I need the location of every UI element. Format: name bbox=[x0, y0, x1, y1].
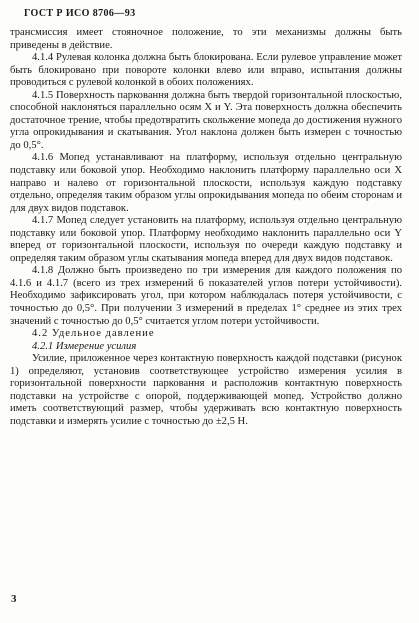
paragraph-4-1-6: 4.1.6 Мопед устанавливают на платформу, используя отдельно центральную подставку или боковой упор. Необходимо наклонить платформу параллельно оси X направо и налево от горизонтальной плоскости, используя каждую подставку отдельно, определяя таким образом углы опрокидывания мопеда по обеим сторонам и для двух видов подставок. bbox=[10, 152, 402, 214]
paragraph-4-1-4: 4.1.4 Рулевая колонка должна быть блокирована. Если рулевое управление может быть блокировано при повороте колонки влево или вправо, испытания должны проводиться с рулевой колонкой в обоих положениях. bbox=[10, 52, 402, 89]
document-body bbox=[10, 27, 402, 429]
paragraph-force-measurement: Усилие, приложенное через контактную поверхность каждой подставки (рисунок 1) определяют, установив соответствующее устройство измерения усилия в горизонтальной поверхности парковання и расположив контактную поверхность подставки на устройстве с опорой, поддерживающей мопед. Устройство должно иметь соответствующий размер, чтобы удерживать всю контактную поверхность подставки и измерять усилие с точностью до ±2,5 Н. bbox=[10, 353, 402, 427]
paragraph-4-1-7: 4.1.7 Мопед следует установить на платформу, используя отдельно центральную подставку или боковой упор. Платформу необходимо наклонить параллельно оси Y вперед от горизонтальной плоскости, используя по очереди каждую подставку и определяя таким образом углы скатывания мопеда вперед для двух видов подставок. bbox=[10, 215, 402, 264]
paragraph-4-1-8: 4.1.8 Должно быть произведено по три измерения для каждого положения по 4.1.6 и 4.1.7 (всего из трех измерений 6 показателей углов потери устойчивости). Необходимо зафиксировать угол, при котором наблюдалась потеря устойчивости, с точностью до 0,5°. При получении 3 измерений в пределах 1° среднее из этих трех значений с точностью до 0,5° считается углом потери устойчивости. bbox=[10, 265, 402, 327]
document-header: ГОСТ Р ИСО 8706—93 bbox=[24, 8, 136, 19]
subsection-heading-4-2-1: 4.2.1 Измерение усилия bbox=[32, 340, 137, 352]
section-heading-4-2: 4.2 Удельное давление bbox=[32, 328, 155, 340]
paragraph-4-1-5: 4.1.5 Поверхность парковання должна быть твердой горизонтальной плоскостью, способной наклоняться параллельно осям X и Y. Эта поверхность должна обеспечить достаточное трение, чтобы предотвратить скольжение мопеда до достижения нужного угла опрокидывания и скатывания. Угол наклона должен быть измерен с точностью до 0,5°. bbox=[10, 89, 402, 151]
paragraph-continuation: трансмиссия имеет стояночное положение, то эти механизмы должны быть приведены в действие. bbox=[10, 27, 402, 51]
page-number: 3 bbox=[11, 593, 17, 605]
